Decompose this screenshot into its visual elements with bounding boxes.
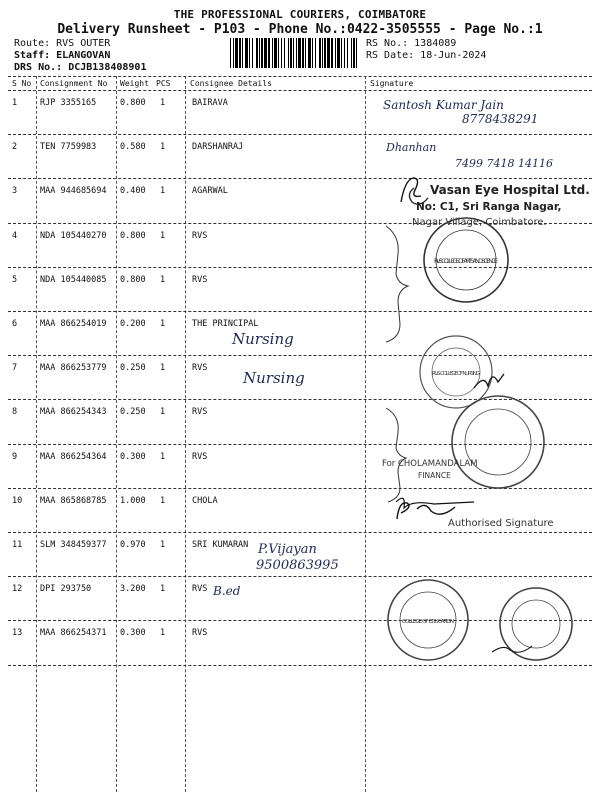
handwritten-name: P.Vijayan (258, 542, 317, 557)
row-consignee: RVS (192, 451, 208, 462)
row-consignee: RVS (192, 628, 208, 639)
barcode-bar (272, 38, 273, 68)
hospital-stamp-line3: Nagar Village, Coimbatore. (412, 217, 547, 228)
row-weight: 3.200 (120, 584, 146, 595)
barcode-bar (293, 38, 294, 68)
barcode-bar (335, 38, 336, 68)
staff-label: Staff: (14, 50, 51, 61)
row-weight: 0.300 (120, 451, 146, 462)
row-consignment-number: MAA 866254371 (40, 628, 107, 639)
row-consignment-number: SLM 348459377 (40, 540, 107, 550)
row-consignee: RVS (192, 584, 208, 595)
col-divider (36, 76, 37, 792)
rs-date: RS Date: 18-Jun-2024 (366, 50, 487, 61)
row-consignee: BAIRAVA (192, 98, 228, 108)
barcode-bar (278, 38, 279, 68)
chola-stamp-line1: For CHOLAMANDALAM (382, 459, 478, 469)
row-weight: 0.300 (120, 628, 146, 639)
barcode-bar (344, 38, 345, 68)
row-weight: 0.580 (120, 142, 146, 153)
row-sno: 9 (12, 451, 18, 462)
row-weight: 0.250 (120, 363, 146, 374)
barcode-bar (319, 38, 321, 68)
handwritten-note: Nursing (232, 330, 294, 348)
barcode-bar (233, 38, 234, 68)
col-header-consignee: Consignee Details (190, 79, 272, 88)
row-pcs: 1 (160, 540, 166, 550)
signature-stroke (397, 503, 455, 519)
row-sno: 11 (12, 540, 23, 550)
drs-line (14, 62, 146, 73)
barcode-bar (239, 38, 241, 68)
handwritten-phone: 9500863995 (256, 558, 339, 573)
table-top-rule (8, 76, 592, 77)
row-consignee: DARSHANRAJ (192, 142, 244, 153)
row-sno: 3 (12, 186, 18, 197)
handwritten-note: Nursing (243, 369, 305, 387)
rvs-arts-stamp-text: RVS COLLEGE OF ARTS AND SCIENCE (434, 257, 498, 265)
row-consignee: AGARWAL (192, 186, 228, 197)
row-weight: 0.800 (120, 98, 146, 108)
barcode-bar (256, 38, 258, 68)
brace-mark (386, 226, 408, 342)
row-consignment-number: MAA 866254019 (40, 319, 107, 329)
barcode-bar (337, 38, 340, 68)
row-weight: 0.250 (120, 407, 146, 418)
education-stamp-text: COLLEGE OF EDUCATION (402, 619, 454, 625)
barcode-bar (281, 38, 282, 68)
row-pcs: 1 (160, 363, 166, 374)
barcode-bar (305, 38, 306, 68)
rs-number: RS No.: 1384089 (366, 38, 457, 49)
row-consignee: THE PRINCIPAL (192, 319, 259, 329)
barcode-bar (298, 38, 301, 68)
row-weight: 0.800 (120, 230, 146, 241)
barcode-bar (324, 38, 326, 68)
barcode-bar (327, 38, 330, 68)
education-stamps (380, 570, 592, 690)
barcode-bar (308, 38, 311, 68)
row-sno: 6 (12, 319, 18, 329)
col-divider (185, 76, 186, 792)
barcode-bar (315, 38, 316, 68)
signature-mark (395, 168, 435, 208)
row-sno: 2 (12, 142, 18, 153)
row-divider (8, 134, 592, 135)
barcode-bar (268, 38, 270, 68)
row-consignment-number: NDA 105440085 (40, 274, 107, 285)
row-weight: 0.200 (120, 319, 146, 329)
handwritten-name: Santosh Kumar Jain (383, 98, 504, 112)
row-pcs: 1 (160, 274, 166, 285)
barcode-bar (302, 38, 304, 68)
barcode-bar (264, 38, 267, 68)
table-head-rule (8, 90, 592, 91)
row-pcs: 1 (160, 451, 166, 462)
barcode-bar (296, 38, 297, 68)
chola-stamp-line3: Authorised Signature (448, 518, 554, 529)
barcode-bar (242, 38, 243, 68)
hospital-stamp-line1: Vasan Eye Hospital Ltd. (430, 183, 590, 197)
col-divider (116, 76, 117, 792)
row-consignment-number: TEN 7759983 (40, 142, 97, 153)
row-pcs: 1 (160, 584, 166, 595)
col-header-sno: S No (12, 79, 32, 88)
handwritten-phone: 7499 7418 14116 (455, 157, 553, 170)
barcode-bar (290, 38, 292, 68)
row-pcs: 1 (160, 142, 166, 153)
row-consignment-number: RJP 3355165 (40, 98, 97, 108)
row-consignee: CHOLA (192, 495, 218, 506)
row-sno: 8 (12, 407, 18, 418)
row-consignee: RVS (192, 274, 208, 285)
rvs-nursing-stamp-text: R.V.S. COLLEGE OF NURSING (432, 371, 480, 377)
row-consignee: RVS (192, 407, 208, 418)
signature-scribble (492, 646, 532, 652)
runsheet-title: Delivery Runsheet - P103 - Phone No.:0422-3505555 - Page No.:1 (57, 22, 543, 37)
col-header-weight: Weight (120, 79, 149, 88)
barcode-bar (356, 38, 357, 68)
barcode-bar (312, 38, 313, 68)
barcode-bar (249, 38, 250, 68)
staff-line (14, 50, 110, 61)
row-sno: 10 (12, 495, 23, 506)
row-weight: 1.000 (120, 495, 146, 506)
row-sno: 13 (12, 628, 23, 639)
barcode-bar (235, 38, 238, 68)
row-pcs: 1 (160, 230, 166, 241)
stamp-inner-ring (512, 600, 560, 648)
signature-stroke (401, 178, 421, 202)
row-consignment-number: MAA 944685694 (40, 186, 107, 197)
row-pcs: 1 (160, 495, 166, 506)
staff-value: ELANGOVAN (56, 50, 111, 61)
row-weight: 0.400 (120, 186, 146, 197)
row-sno: 12 (12, 584, 23, 595)
barcode-bar (274, 38, 277, 68)
col-header-signature: Signature (370, 79, 414, 88)
row-pcs: 1 (160, 98, 166, 108)
stamps-and-signatures (366, 160, 592, 600)
handwritten-note: B.ed (213, 584, 241, 598)
row-pcs: 1 (160, 407, 166, 418)
barcode-bar (284, 38, 285, 68)
company-name: THE PROFESSIONAL COURIERS, COIMBATORE (173, 8, 427, 21)
row-weight: 0.970 (120, 540, 146, 550)
row-consignee: RVS (192, 230, 208, 241)
rvs-round-stamp (500, 588, 572, 660)
row-sno: 5 (12, 274, 18, 285)
barcode-bar (230, 38, 231, 68)
hospital-stamp-line2: No: C1, Sri Ranga Nagar, (416, 201, 562, 213)
barcode-bar (351, 38, 352, 68)
row-consignee: SRI KUMARAN (192, 540, 249, 550)
barcode-bar (331, 38, 333, 68)
barcode (230, 38, 360, 68)
barcode-bar (322, 38, 323, 68)
row-consignment-number: NDA 105440270 (40, 230, 107, 241)
row-consignee: RVS (192, 363, 208, 374)
drs-value: DCJB138408901 (68, 62, 147, 73)
barcode-bar (353, 38, 355, 68)
row-consignment-number: DPI 293750 (40, 584, 92, 595)
brace-mark (386, 408, 406, 502)
row-pcs: 1 (160, 186, 166, 197)
row-pcs: 1 (160, 628, 166, 639)
row-consignment-number: MAA 866254343 (40, 407, 107, 418)
barcode-bar (288, 38, 289, 68)
col-header-pcs: PCS (156, 79, 171, 88)
barcode-bar (245, 38, 248, 68)
chola-round-stamp (452, 396, 544, 488)
row-consignment-number: MAA 866254364 (40, 451, 107, 462)
barcode-bar (261, 38, 263, 68)
signature-mark (393, 495, 473, 525)
handwritten-name: Dhanhan (386, 141, 437, 154)
barcode-bar (259, 38, 260, 68)
route-text: Route: RVS OUTER (14, 38, 111, 49)
row-pcs: 1 (160, 319, 166, 329)
chola-stamp-line2: FINANCE (418, 471, 451, 480)
row-consignment-number: MAA 866253779 (40, 363, 107, 374)
handwritten-phone: 8778438291 (462, 112, 539, 126)
row-sno: 4 (12, 230, 18, 241)
barcode-bar (341, 38, 342, 68)
drs-label: DRS No.: (14, 62, 63, 73)
barcode-bar (252, 38, 253, 68)
row-weight: 0.800 (120, 274, 146, 285)
col-header-consignment: Consignment No (40, 79, 108, 88)
row-sno: 1 (12, 98, 18, 108)
row-consignment-number: MAA 865868785 (40, 495, 107, 506)
row-sno: 7 (12, 363, 18, 374)
barcode-bar (347, 38, 348, 68)
